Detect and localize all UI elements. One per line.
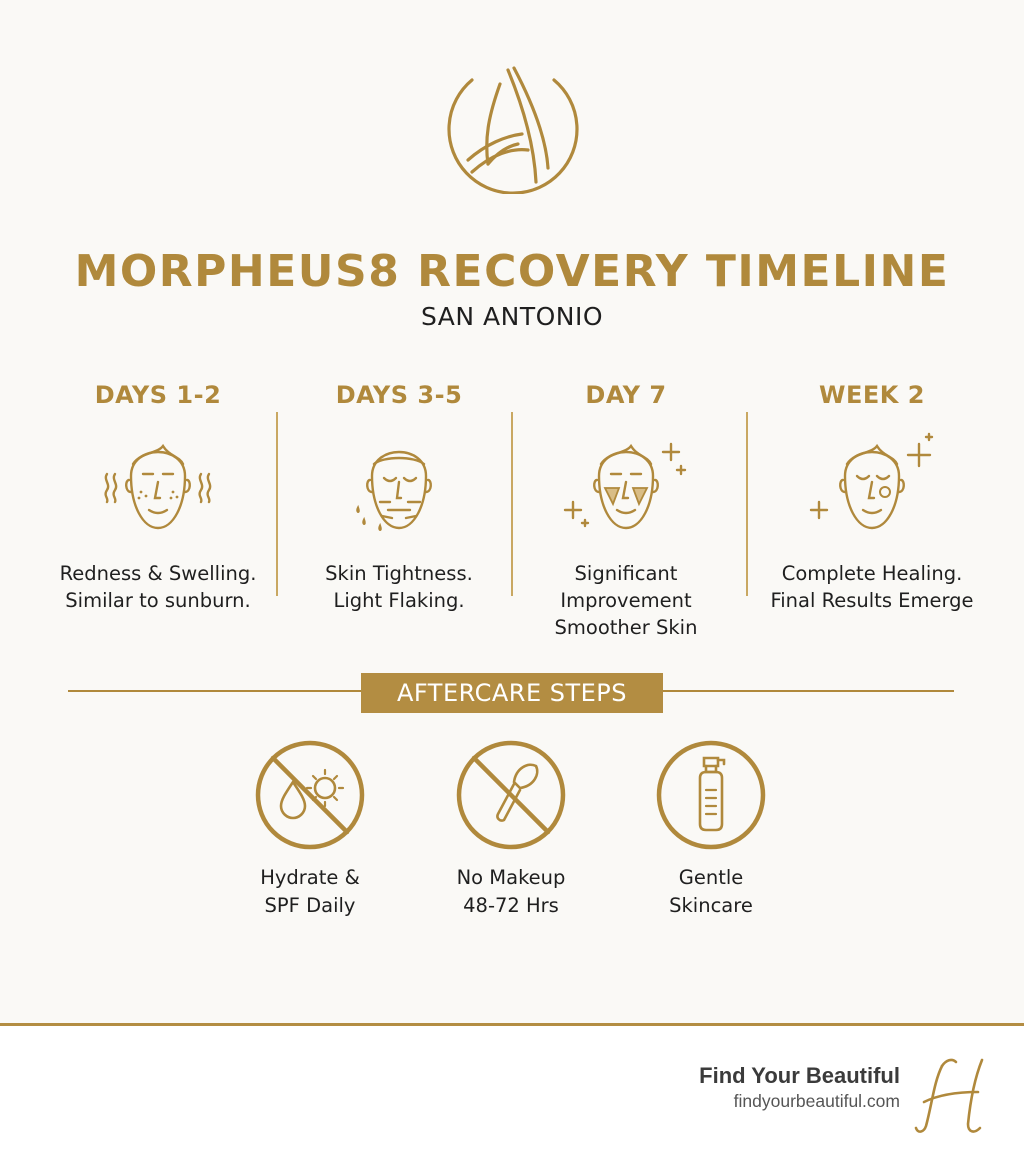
face-healed-icon	[807, 422, 937, 540]
timeline-stage	[508, 378, 744, 641]
no-makeup-brush-icon	[454, 738, 568, 852]
face-redness-swelling-icon	[93, 422, 223, 540]
stage-description: Significant Improvement Smoother Skin	[554, 562, 698, 639]
aftercare-step	[611, 738, 811, 920]
stage-heading: WEEK 2	[819, 381, 925, 409]
stage-description: Redness & Swelling. Similar to sunburn.	[59, 562, 257, 612]
footer-brand-url[interactable]: findyourbeautiful.com	[733, 1091, 900, 1111]
footer	[0, 1026, 1024, 1154]
brand-logo-icon	[442, 64, 582, 194]
aftercare-heading: AFTERCARE STEPS	[361, 673, 663, 713]
brand-monogram-icon	[912, 1052, 1002, 1138]
aftercare-step	[411, 738, 611, 920]
face-tightness-flaking-icon	[334, 422, 464, 540]
page-subtitle: SAN ANTONIO	[420, 302, 604, 331]
stage-description: Skin Tightness. Light Flaking.	[325, 562, 473, 612]
face-improvement-icon	[561, 422, 691, 540]
skincare-bottle-icon	[654, 738, 768, 852]
section-divider	[68, 690, 361, 692]
timeline-stage	[40, 378, 276, 614]
stage-heading: DAY 7	[585, 381, 667, 409]
aftercare-label: Gentle Skincare	[669, 866, 753, 917]
footer-divider	[0, 1023, 1024, 1026]
page-title: MORPHEUS8 RECOVERY TIMELINE	[74, 246, 950, 297]
stage-description: Complete Healing. Final Results Emerge	[770, 562, 974, 612]
stage-divider	[276, 412, 278, 596]
timeline-stage	[281, 378, 517, 614]
aftercare-step	[210, 738, 410, 920]
stage-heading: DAYS 3-5	[335, 381, 463, 409]
aftercare-label: No Makeup 48-72 Hrs	[456, 866, 566, 917]
no-sun-hydrate-icon	[253, 738, 367, 852]
timeline-stage	[754, 378, 990, 614]
stage-heading: DAYS 1-2	[94, 381, 222, 409]
aftercare-label: Hydrate & SPF Daily	[260, 866, 360, 917]
stage-divider	[746, 412, 748, 596]
footer-brand-name: Find Your Beautiful	[699, 1063, 900, 1088]
section-divider	[663, 690, 954, 692]
